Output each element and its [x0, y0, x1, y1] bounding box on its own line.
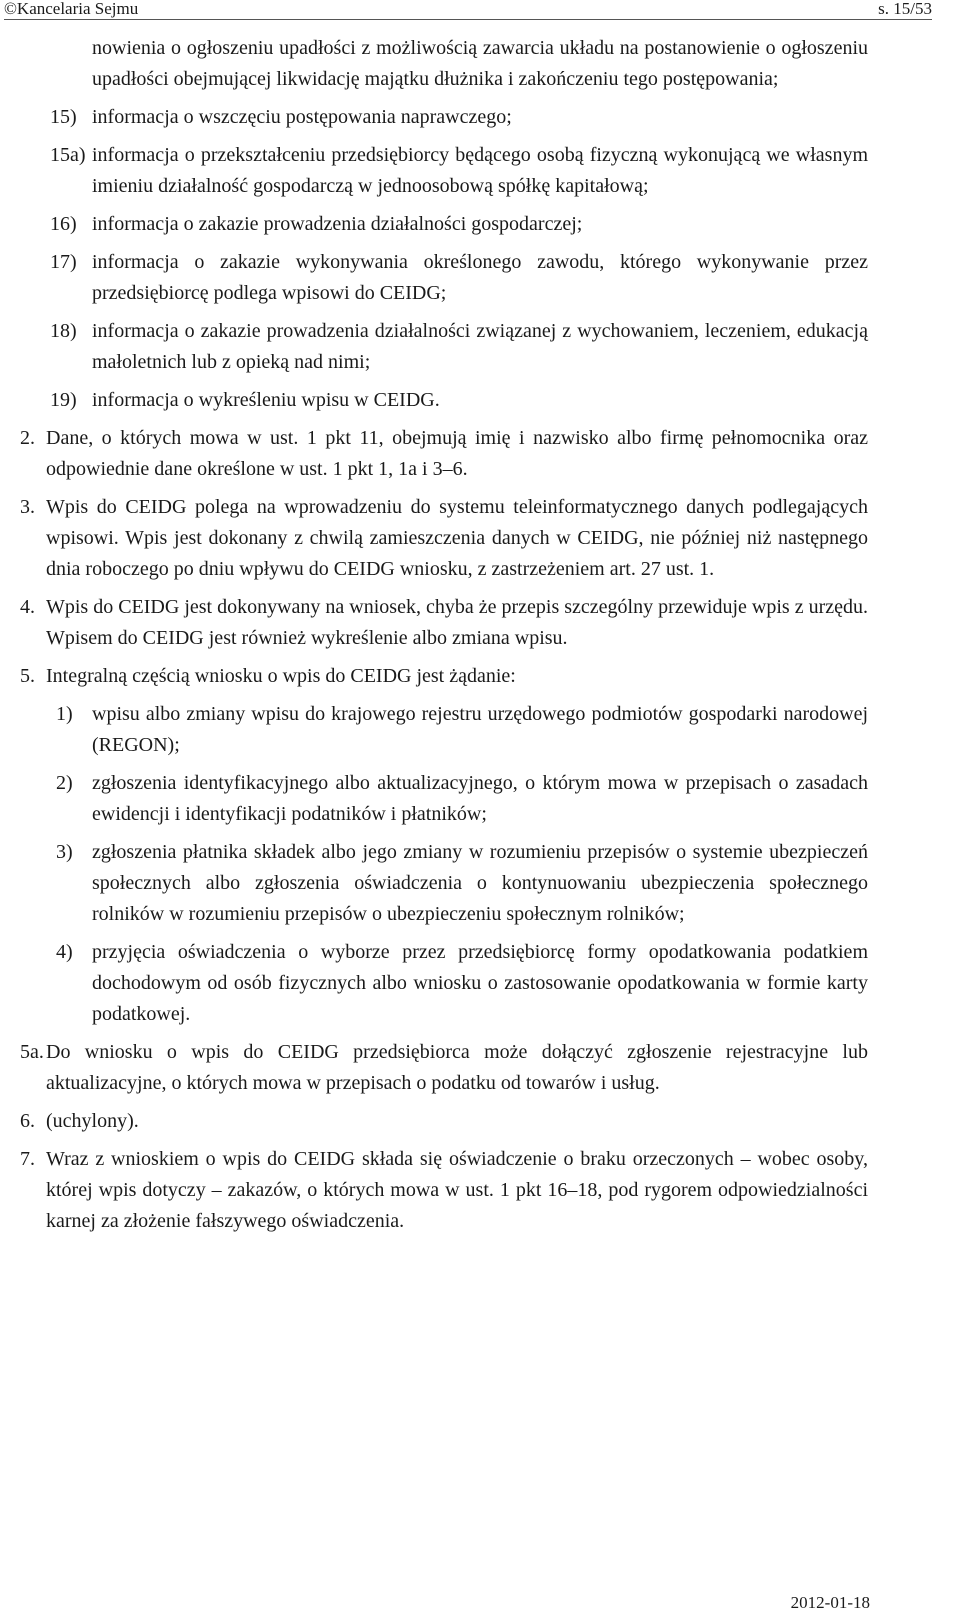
section-number: 4. [20, 596, 35, 618]
header-divider [4, 19, 932, 20]
item-number: 17) [50, 251, 77, 273]
paragraph-text: zgłoszenia identyfikacyjnego albo aktualizacyjnego, o którym mowa w przepisach o zasadach ewidencji i identyfikacji podatników i płatników; [92, 772, 868, 825]
continued-paragraph [0, 33, 868, 95]
paragraph-text: Do wniosku o wpis do CEIDG przedsiębiorca może dołączyć zgłoszenie rejestracyjne lub aktualizacyjne, o których mowa w przepisach o podatku od towarów i usług. [46, 1041, 868, 1094]
section-number: 5a. [20, 1041, 44, 1063]
section-2 [0, 423, 868, 485]
page-number: s. 15/53 [878, 0, 932, 18]
section-number: 3. [20, 496, 35, 518]
point-number: 4) [56, 941, 73, 963]
point-number: 1) [56, 703, 73, 725]
paragraph-text: zgłoszenia płatnika składek albo jego zmiany w rozumieniu przepisów o systemie ubezpieczeń społecznych albo zgłoszenia oświadczenia o kontynuowaniu ubezpieczenia społecznego rolników w rozumieniu przepisów o ubezpieczeniu społecznym rolników; [92, 841, 868, 925]
publisher-label: ©Kancelaria Sejmu [4, 0, 139, 18]
section-7 [0, 1144, 868, 1237]
paragraph-text: informacja o zakazie prowadzenia działalności gospodarczej; [92, 213, 583, 235]
list-item-19 [0, 385, 868, 416]
list-item-15a [0, 140, 868, 202]
document-body [0, 33, 960, 1237]
item-number: 19) [50, 389, 77, 411]
section-number: 5. [20, 665, 35, 687]
paragraph-text: Wpis do CEIDG polega na wprowadzeniu do systemu teleinformatycznego danych podlegających wpisowi. Wpis jest dokonany z chwilą zamieszczenia danych w CEIDG, nie później niż następnego dnia roboczego po dniu wpływu do CEIDG wniosku, z zastrzeżeniem art. 27 ust. 1. [46, 496, 868, 580]
section-5 [0, 661, 868, 692]
section-3 [0, 492, 868, 585]
section-5-point-4 [0, 937, 868, 1030]
paragraph-text: informacja o zakazie prowadzenia działalności związanej z wychowaniem, leczeniem, edukacją małoletnich lub z opieką nad nimi; [92, 320, 868, 373]
point-number: 3) [56, 841, 73, 863]
paragraph-text: informacja o wszczęciu postępowania naprawczego; [92, 106, 512, 128]
paragraph-text: przyjęcia oświadczenia o wyborze przez przedsiębiorcę formy opodatkowania podatkiem dochodowym od osób fizycznych albo wniosku o zastosowanie opodatkowania w formie karty podatkowej. [92, 941, 868, 1025]
point-number: 2) [56, 772, 73, 794]
item-number: 15) [50, 106, 77, 128]
section-4 [0, 592, 868, 654]
paragraph-text: informacja o przekształceniu przedsiębiorcy będącego osobą fizyczną wykonującą we własnym imieniu działalność gospodarczą w jednoosobową spółkę kapitałową; [92, 144, 868, 197]
section-6 [0, 1106, 868, 1137]
list-item-18 [0, 316, 868, 378]
paragraph-text: Wpis do CEIDG jest dokonywany na wniosek, chyba że przepis szczególny przewiduje wpis z urzędu. Wpisem do CEIDG jest również wykreślenie albo zmiana wpisu. [46, 596, 868, 649]
list-item-16 [0, 209, 868, 240]
section-number: 7. [20, 1148, 35, 1170]
paragraph-text: Integralną częścią wniosku o wpis do CEIDG jest żądanie: [46, 665, 516, 687]
paragraph-text: wpisu albo zmiany wpisu do krajowego rejestru urzędowego podmiotów gospodarki narodowej (REGON); [92, 703, 868, 756]
section-number: 2. [20, 427, 35, 449]
list-item-17 [0, 247, 868, 309]
paragraph-text: Wraz z wnioskiem o wpis do CEIDG składa się oświadczenie o braku orzeczonych – wobec osoby, której wpis dotyczy – zakazów, o których mowa w ust. 1 pkt 16–18, pod rygorem odpowiedzialności karnej za złożenie fałszywego oświadczenia. [46, 1148, 868, 1232]
item-number: 18) [50, 320, 77, 342]
list-item-15 [0, 102, 868, 133]
paragraph-text: (uchylony). [46, 1110, 139, 1132]
page-header [4, 0, 932, 18]
item-number: 16) [50, 213, 77, 235]
section-5-point-3 [0, 837, 868, 930]
paragraph-text: Dane, o których mowa w ust. 1 pkt 11, obejmują imię i nazwisko albo firmę pełnomocnika oraz odpowiednie dane określone w ust. 1 pkt 1, 1a i 3–6. [46, 427, 868, 480]
section-5-point-1 [0, 699, 868, 761]
section-5-point-2 [0, 768, 868, 830]
paragraph-text: informacja o wykreśleniu wpisu w CEIDG. [92, 389, 440, 411]
item-number: 15a) [50, 144, 86, 166]
paragraph-text: informacja o zakazie wykonywania określonego zawodu, którego wykonywanie przez przedsiębiorcę podlega wpisowi do CEIDG; [92, 251, 868, 304]
paragraph-text: nowienia o ogłoszeniu upadłości z możliwością zawarcia układu na postanowienie o ogłoszeniu upadłości obejmującej likwidację majątku dłużnika i zakończeniu tego postępowania; [92, 37, 868, 90]
section-5a [0, 1037, 868, 1099]
section-number: 6. [20, 1110, 35, 1132]
document-date: 2012-01-18 [790, 1593, 870, 1612]
